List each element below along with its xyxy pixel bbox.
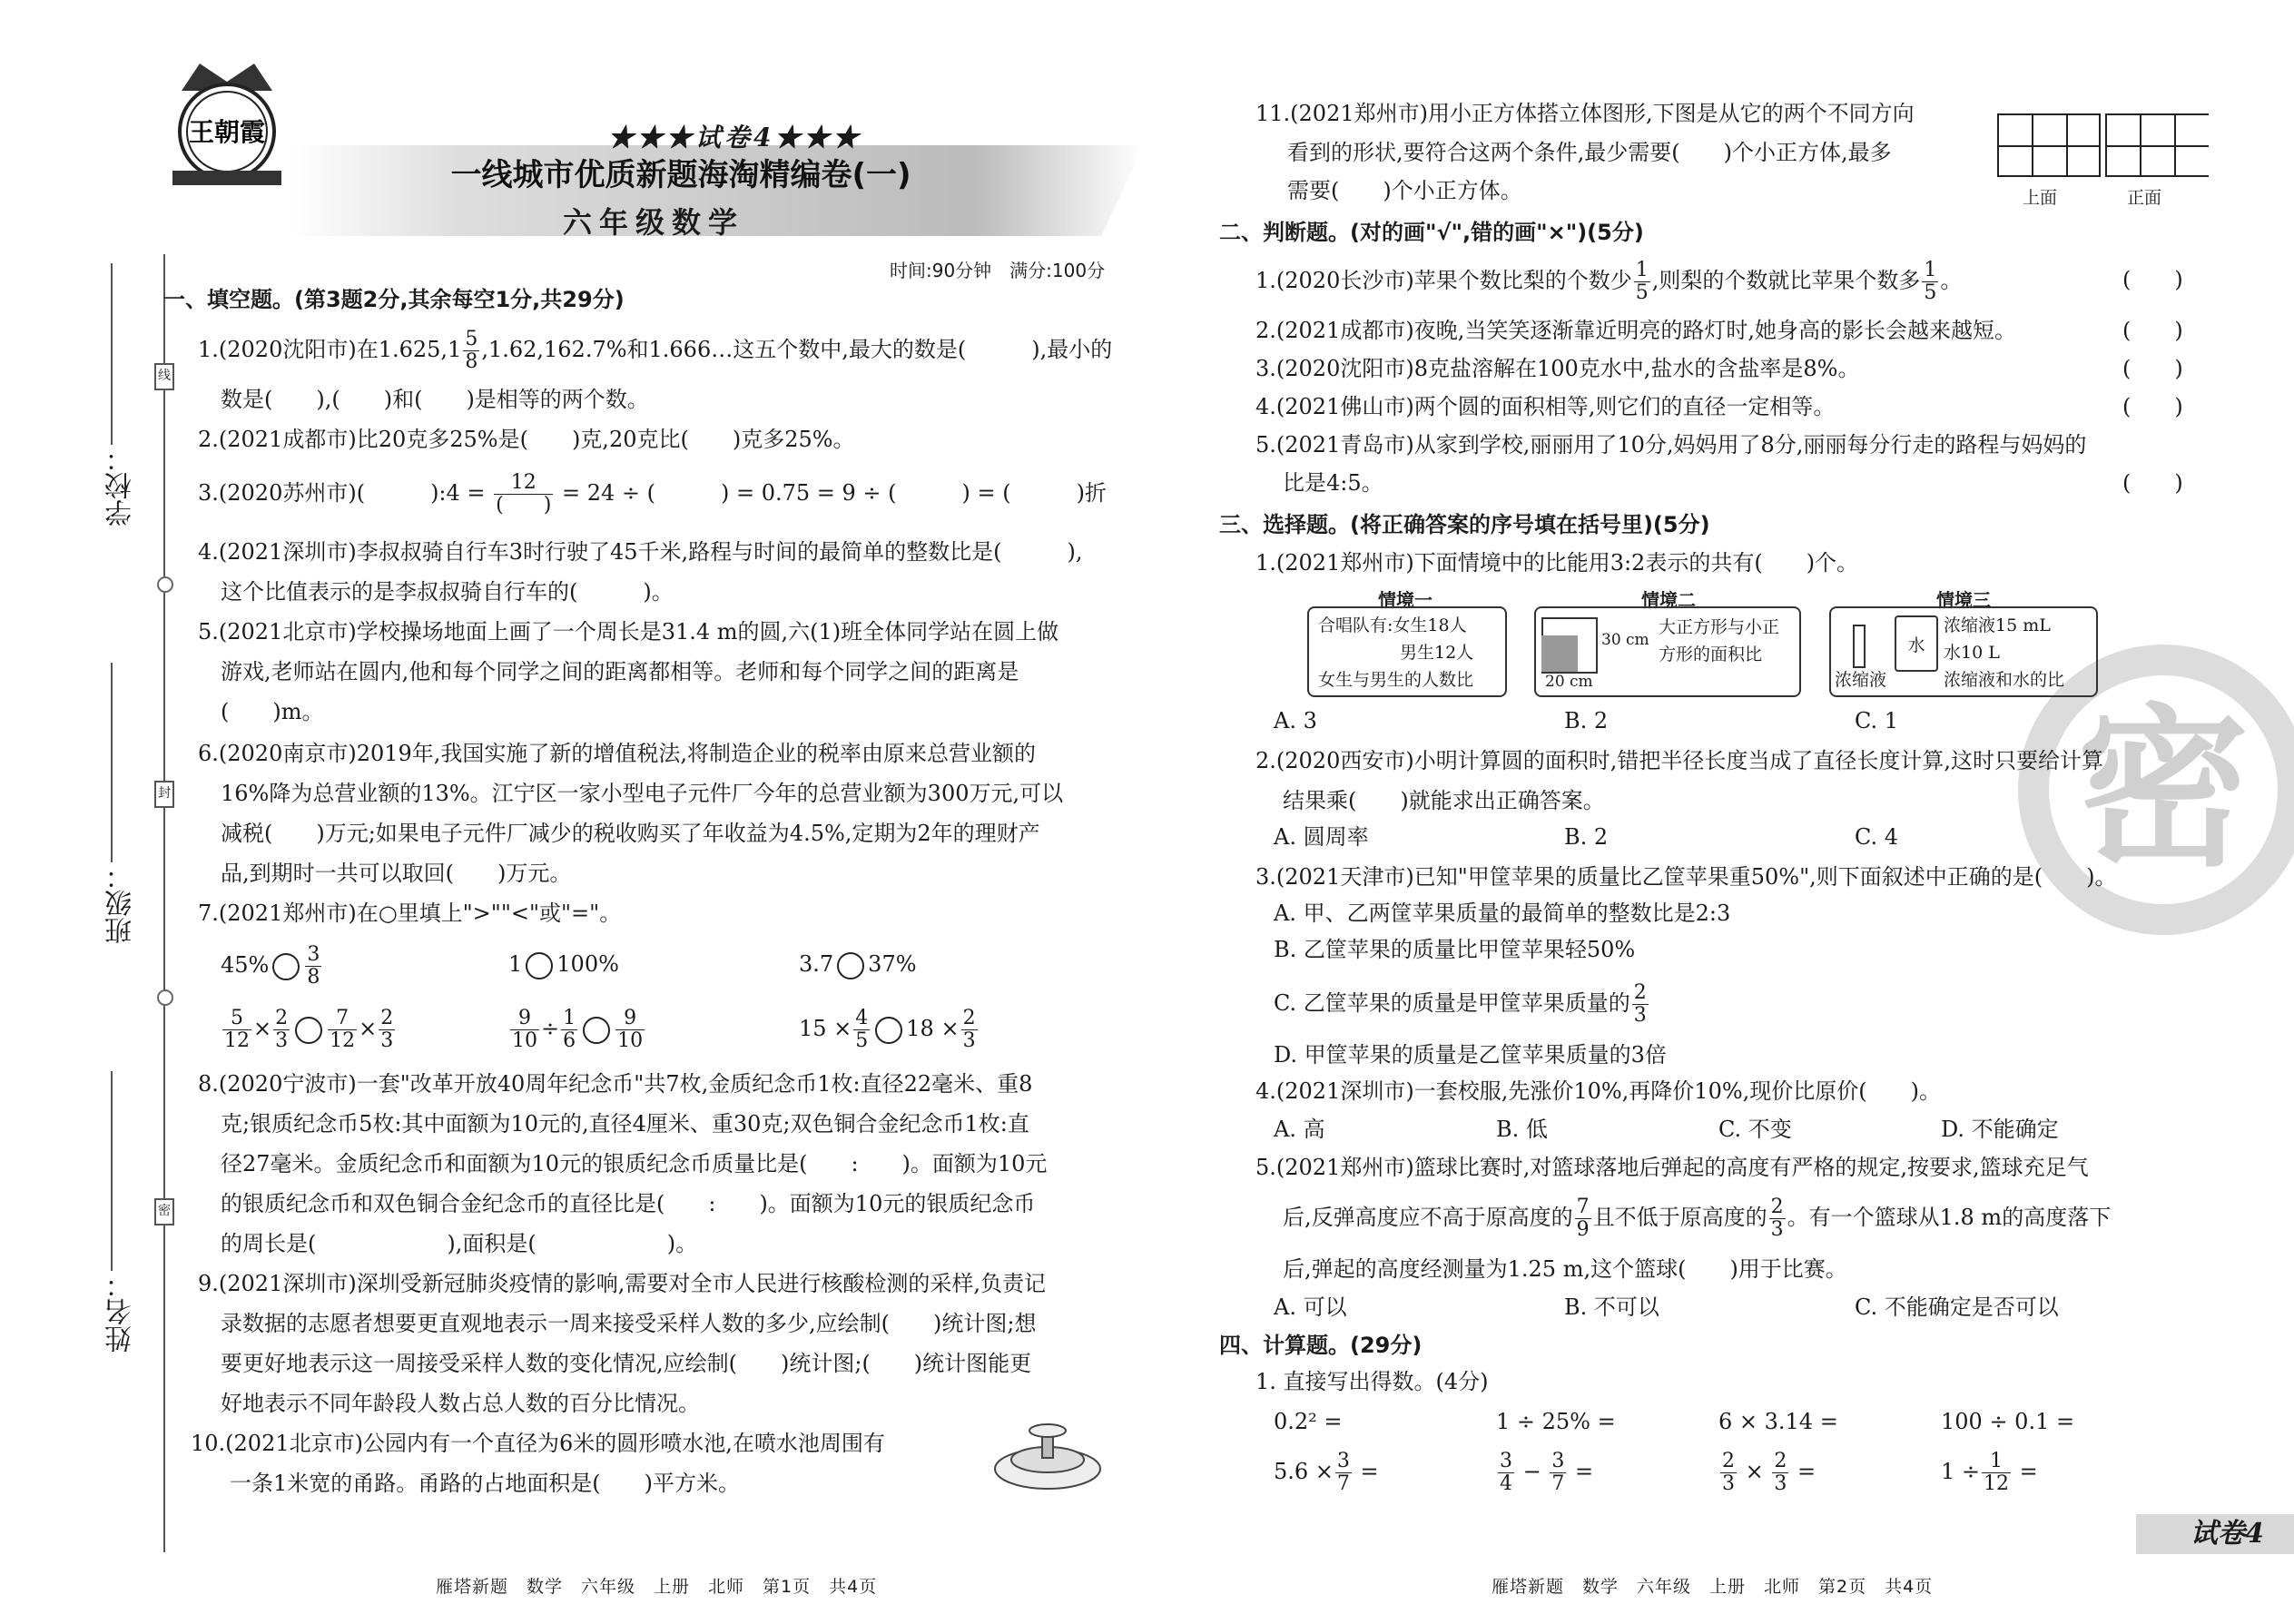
bucket-icon: 水 <box>1895 615 1938 672</box>
scene-3-box <box>1829 606 2098 697</box>
choice-2-option-c[interactable]: C. 4 <box>1855 824 1899 850</box>
judge-2: 2.(2021成都市)夜晚,当笑笑逐渐靠近明亮的路灯时,她身高的影长会越来越短。 <box>1255 318 2016 343</box>
judge-1: 1.(2020长沙市)苹果个数比梨的个数少 $\frac{1}{5}$ ,则梨的个数就比苹果个数多 $\frac{1}{5}$ 。 <box>1255 259 1963 304</box>
scene-3-line1: 浓缩液15 mL <box>1944 615 2051 635</box>
question-10-line2: 一条1米宽的甬路。甬路的占地面积是( )平方米。 <box>230 1471 740 1496</box>
scene-3-line2: 水10 L <box>1944 643 2000 663</box>
scene-1-line3: 女生与男生的人数比 <box>1318 670 1474 690</box>
compare-row2-c: 15 × $\frac{4}{5}$ 18 × $\frac{2}{3}$ <box>799 1007 976 1052</box>
section-judge: 二、判断题。(对的画"√",错的画"×")(5分) <box>1219 220 1644 245</box>
question-6-line2: 16%降为总营业额的13%。江宁区一家小型电子元件厂今年的总营业额为300万元,可以 <box>221 781 1064 806</box>
question-7: 7.(2021郑州市)在○里填上">""<"或"="。 <box>198 901 622 926</box>
compare-row1-c: 3.7 37% <box>799 944 917 984</box>
paper-title: 一线城市优质新题海淘精编卷(一) <box>450 157 911 193</box>
compare-circle[interactable] <box>875 1017 902 1044</box>
view-top-label: 上面 <box>2023 188 2058 208</box>
question-10: 10.(2021北京市)公园内有一个直径为6米的圆形喷水池,在喷水池周围有 <box>191 1431 885 1456</box>
question-8-line3: 径27毫米。金质纪念币和面额为10元的银质纪念币质量比是( : )。面额为10元 <box>221 1151 1048 1176</box>
class-label: 班级： <box>105 862 137 944</box>
question-11: 11.(2021郑州市)用小正方体搭立体图形,下图是从它的两个不同方向 <box>1255 101 1915 126</box>
judge-3-answer[interactable]: ( ) <box>2122 356 2183 381</box>
choice-4-option-b[interactable]: B. 低 <box>1496 1117 1548 1142</box>
judge-1-answer[interactable]: ( ) <box>2122 267 2183 292</box>
compare-circle[interactable] <box>272 953 300 980</box>
calc-item: 6 × 3.14 = <box>1718 1409 1838 1434</box>
choice-1-option-b[interactable]: B. 2 <box>1564 708 1609 733</box>
choice-3-option-b[interactable]: B. 乙筐苹果的质量比甲筐苹果轻50% <box>1274 937 1636 962</box>
choice-3-option-d[interactable]: D. 甲筐苹果的质量是乙筐苹果质量的3倍 <box>1274 1042 1667 1068</box>
question-6: 6.(2020南京市)2019年,我国实施了新的增值税法,将制造企业的税率由原来总营业额的 <box>198 741 1037 766</box>
scene-2-box <box>1534 606 1801 697</box>
question-9-line2: 录数据的志愿者想要更直观地表示一周来接受采样人数的多少,应绘制( )统计图;想 <box>221 1311 1037 1336</box>
choice-1-option-c[interactable]: C. 1 <box>1855 708 1899 733</box>
question-5-line3: ( )m。 <box>221 699 324 724</box>
judge-2-answer[interactable]: ( ) <box>2122 318 2183 343</box>
choice-5-line3: 后,弹起的高度经测量为1.25 m,这个篮球( )用于比赛。 <box>1283 1256 1847 1282</box>
choice-3-option-c[interactable]: C. 乙筐苹果的质量是甲筐苹果质量的 $\frac{2}{3}$ <box>1274 981 1647 1027</box>
question-4-line2: 这个比值表示的是李叔叔骑自行车的( )。 <box>221 579 674 605</box>
question-9-line4: 好地表示不同年龄段人数占总人数的百分比情况。 <box>221 1391 700 1416</box>
time-info: 时间:90分钟 满分:100分 <box>890 260 1106 281</box>
choice-4-option-a[interactable]: A. 高 <box>1274 1117 1325 1142</box>
view-front-label: 正面 <box>2127 188 2162 208</box>
question-8: 8.(2020宁波市)一套"改革开放40周年纪念币"共7枚,金质纪念币1枚:直径22毫米、重8 <box>198 1071 1033 1097</box>
scene-1-box <box>1307 606 1507 697</box>
tube-icon <box>1853 625 1866 668</box>
choice-2-line2: 结果乘( )就能求出正确答案。 <box>1283 788 1605 813</box>
binding-line <box>163 254 165 1552</box>
name-field-line[interactable] <box>111 1071 113 1271</box>
judge-4: 4.(2021佛山市)两个圆的面积相等,则它们的直径一定相等。 <box>1255 394 1836 419</box>
school-label: 学校： <box>105 445 137 527</box>
choice-3-option-a[interactable]: A. 甲、乙两筐苹果质量的最简单的整数比是2:3 <box>1274 901 1731 926</box>
scene-2-len2: 20 cm <box>1545 673 1593 691</box>
question-1: 1.(2020沈阳市)在1.625,1 $\frac{5}{8}$ ,1.62,162.7%和1.666…这五个数中,最大的数是( ),最小的 <box>198 328 1113 373</box>
choice-2-option-b[interactable]: B. 2 <box>1564 824 1609 850</box>
binding-tag-feng: 封 <box>154 781 174 808</box>
question-9-line3: 要更好地表示这一周接受采样人数的变化情况,应绘制( )统计图;( )统计图能更 <box>221 1351 1032 1376</box>
question-4: 4.(2021深圳市)李叔叔骑自行车3时行驶了45千米,路程与时间的最简单的整数比是( ), <box>198 539 1083 565</box>
calc-1: 1. 直接写出得数。(4分) <box>1255 1369 1489 1394</box>
choice-5-option-b[interactable]: B. 不可以 <box>1564 1294 1659 1320</box>
compare-row2-a: $\frac{5}{12}$ × $\frac{2}{3}$ $\frac{7}{12}$ × $\frac{2}{3}$ <box>224 1007 394 1052</box>
compare-row1-b: 1 100% <box>508 944 619 984</box>
scene-2-line2: 方形的面积比 <box>1659 645 1763 664</box>
scene-3-label: 浓缩液 <box>1835 670 1887 690</box>
choice-2-option-a[interactable]: A. 圆周率 <box>1274 824 1369 850</box>
compare-circle[interactable] <box>526 952 553 979</box>
question-5: 5.(2021北京市)学校操场地面上画了一个周长是31.4 m的圆,六(1)班全体同学站在圆上做 <box>198 619 1059 645</box>
compare-row1-a: 45% $\frac{3}{8}$ <box>221 943 320 989</box>
paper-header <box>163 54 1144 200</box>
scene-2-len1: 30 cm <box>1601 631 1649 649</box>
question-11-line2: 看到的形状,要符合这两个条件,最少需要( )个小正方体,最多 <box>1287 140 1892 165</box>
subject-title: 六年级数学 <box>562 205 744 240</box>
class-field-line[interactable] <box>111 663 113 862</box>
binding-tag-mi: 密 <box>154 1198 174 1225</box>
scene-1-line2: 男生12人 <box>1400 643 1474 663</box>
scene-1-line1: 合唱队有:女生18人 <box>1318 615 1467 635</box>
view-front-grid <box>2105 113 2209 177</box>
compare-circle[interactable] <box>583 1017 610 1044</box>
choice-4-option-d[interactable]: D. 不能确定 <box>1941 1117 2059 1142</box>
judge-4-answer[interactable]: ( ) <box>2122 394 2183 419</box>
school-field-line[interactable] <box>111 263 113 445</box>
compare-circle[interactable] <box>837 952 864 979</box>
small-square-icon <box>1541 635 1578 672</box>
calc-item: $\frac{3}{4}$ − $\frac{3}{7}$ = <box>1500 1450 1594 1495</box>
fountain-icon <box>991 1412 1104 1494</box>
view-top-grid <box>1997 113 2101 177</box>
question-8-line2: 克;银质纪念币5枚:其中面额为10元的,直径4厘米、重30克;双色铜合金纪念币1枚:直 <box>221 1111 1029 1137</box>
calc-item: 100 ÷ 0.1 = <box>1941 1409 2075 1434</box>
right-page <box>1147 0 2294 1624</box>
question-9: 9.(2021深圳市)深圳受新冠肺炎疫情的影响,需要对全市人民进行核酸检测的采样,负责记 <box>198 1271 1046 1296</box>
name-label: 姓名： <box>105 1271 137 1353</box>
calc-item: 1 ÷ $\frac{1}{12}$ = <box>1941 1450 2038 1495</box>
choice-5-option-a[interactable]: A. 可以 <box>1274 1294 1347 1320</box>
choice-5: 5.(2021郑州市)篮球比赛时,对篮球落地后弹起的高度有严格的规定,按要求,篮球充足气 <box>1255 1155 2089 1180</box>
question-2: 2.(2021成都市)比20克多25%是( )克,20克比( )克多25%。 <box>198 427 855 452</box>
judge-3: 3.(2020沈阳市)8克盐溶解在100克水中,盐水的含盐率是8%。 <box>1255 356 1860 381</box>
logo-icon <box>163 54 290 191</box>
scene-3-title: 情境三 <box>1936 589 1991 611</box>
question-8-line4: 的银质纪念币和双色铜合金纪念币的直径比是( : )。面额为10元的银质纪念币 <box>221 1191 1036 1216</box>
question-3: 3.(2020苏州市)( ):4 = $\frac{12}{( )}$ = 24 ÷ ( ) = 0.75 = 9 ÷ ( ) = ( )折 <box>198 471 1107 517</box>
choice-4: 4.(2021深圳市)一套校服,先涨价10%,再降价10%,现价比原价( )。 <box>1255 1078 1942 1104</box>
compare-row2-b: $\frac{9}{10}$ ÷ $\frac{1}{6}$ $\frac{9}{10}$ <box>512 1007 644 1052</box>
choice-5-option-c[interactable]: C. 不能确定是否可以 <box>1855 1294 2059 1320</box>
judge-5-answer[interactable]: ( ) <box>2122 470 2183 496</box>
section-choice: 三、选择题。(将正确答案的序号填在括号里)(5分) <box>1219 512 1710 537</box>
compare-circle[interactable] <box>295 1017 322 1044</box>
judge-5: 5.(2021青岛市)从家到学校,丽丽用了10分,妈妈用了8分,丽丽每分行走的路程与妈妈的 <box>1255 432 2087 458</box>
question-8-line5: 的周长是( ),面积是( )。 <box>221 1231 698 1256</box>
question-11-line3: 需要( )个小正方体。 <box>1287 178 1522 203</box>
binding-margin <box>54 254 171 1616</box>
section-fill-in: 一、填空题。(第3题2分,其余每空1分,共29分) <box>163 287 625 312</box>
choice-1: 1.(2021郑州市)下面情境中的比能用3:2表示的共有( )个。 <box>1255 550 1859 576</box>
calc-item: 1 ÷ 25% = <box>1496 1409 1616 1434</box>
paper-tag: 试卷4 <box>2136 1514 2294 1554</box>
choice-4-option-c[interactable]: C. 不变 <box>1718 1117 1792 1142</box>
question-5-line2: 游戏,老师站在圆内,他和每个同学之间的距离都相等。老师和每个同学之间的距离是 <box>221 659 1019 684</box>
calc-item: 5.6 × $\frac{3}{7}$ = <box>1274 1450 1379 1495</box>
question-6-line4: 品,到期时一共可以取回( )万元。 <box>221 861 572 886</box>
seal-char: 密 <box>2076 689 2250 890</box>
choice-1-option-a[interactable]: A. 3 <box>1274 708 1317 733</box>
paper-number: ★★★试卷4★★★ <box>608 123 862 153</box>
scene-1-title: 情境一 <box>1378 589 1433 611</box>
calc-item: 0.2² = <box>1274 1409 1343 1434</box>
binding-dot <box>157 576 173 593</box>
binding-dot <box>157 989 173 1006</box>
choice-5-line2: 后,反弹高度应不高于原高度的 $\frac{7}{9}$ 且不低于原高度的 $\frac{2}{3}$ 。有一个篮球从1.8 m的高度落下 <box>1283 1196 2112 1241</box>
judge-5-line2: 比是4:5。 <box>1283 470 1383 496</box>
logo-text: 王朝霞 <box>188 117 266 147</box>
choice-2: 2.(2020西安市)小明计算圆的面积时,错把半径长度当成了直径长度计算,这时只要给计算 <box>1255 748 2103 773</box>
page-footer: 雁塔新题 数学 六年级 上册 北师 第1页 共4页 <box>436 1577 878 1597</box>
scene-2-line1: 大正方形与小正 <box>1659 617 1780 637</box>
calc-item: $\frac{2}{3}$ × $\frac{2}{3}$ = <box>1722 1450 1816 1495</box>
binding-tag-xian: 线 <box>154 363 174 390</box>
question-1-line2: 数是( ),( )和( )是相等的两个数。 <box>221 387 649 412</box>
page-footer: 雁塔新题 数学 六年级 上册 北师 第2页 共4页 <box>1492 1577 1934 1597</box>
choice-3: 3.(2021天津市)已知"甲筐苹果的质量比乙筐苹果重50%",则下面叙述中正确的是( )。 <box>1255 864 2117 890</box>
scene-3-line3: 浓缩液和水的比 <box>1944 670 2065 690</box>
question-6-line3: 减税( )万元;如果电子元件厂减少的税收购买了年收益为4.5%,定期为2年的理财产 <box>221 821 1040 846</box>
section-calc: 四、计算题。(29分) <box>1219 1333 1423 1358</box>
scene-2-title: 情境二 <box>1641 589 1696 611</box>
